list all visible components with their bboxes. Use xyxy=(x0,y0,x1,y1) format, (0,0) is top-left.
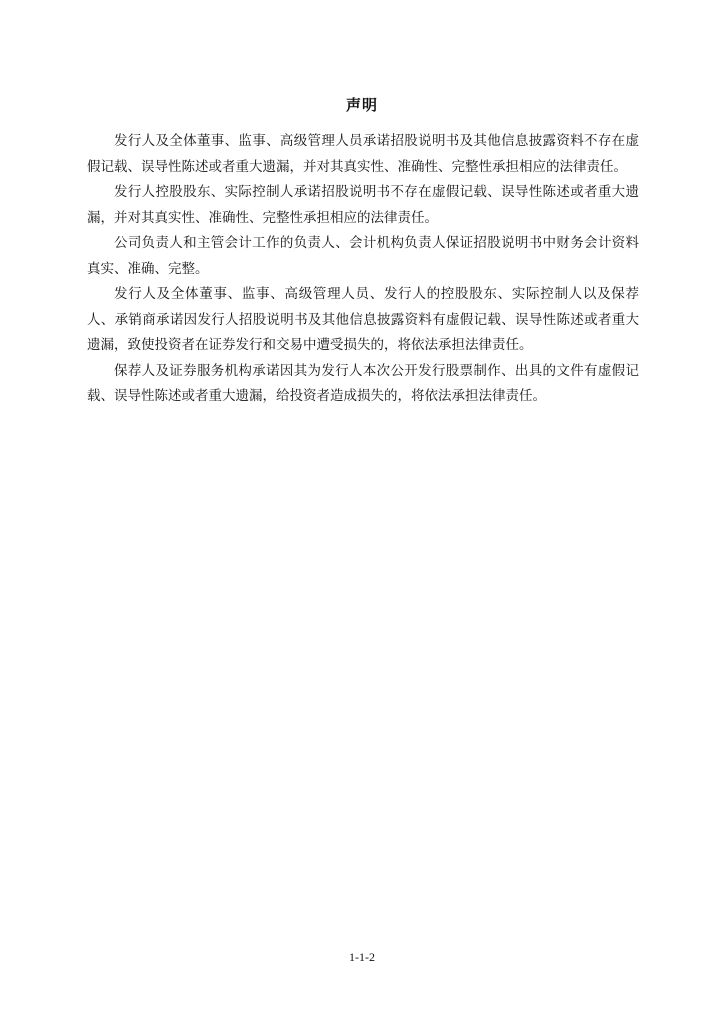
statement-body xyxy=(87,129,639,410)
page-title: 声明 xyxy=(345,96,378,114)
paragraph-directors-commitment: 发行人及全体董事、监事、高级管理人员承诺招股说明书及其他信息披露资料不存在虚假记载、误导性陈述或者重大遗漏，并对其真实性、准确性、完整性承担相应的法律责任。 xyxy=(87,133,639,175)
paragraph-liability-commitment: 发行人及全体董事、监事、高级管理人员、发行人的控股股东、实际控制人以及保荐人、承销商承诺因发行人招股说明书及其他信息披露资料有虚假记载、误导性陈述或者重大遗漏，致使投资者在证券发行和交易中遭受损失的，将依法承担法律责任。 xyxy=(87,286,639,353)
paragraph-accounting-guarantee: 公司负责人和主管会计工作的负责人、会计机构负责人保证招股说明书中财务会计资料真实、准确、完整。 xyxy=(87,235,639,277)
page-number: 1-1-2 xyxy=(349,950,375,964)
paragraph-controller-commitment: 发行人控股股东、实际控制人承诺招股说明书不存在虚假记载、误导性陈述或者重大遗漏，并对其真实性、准确性、完整性承担相应的法律责任。 xyxy=(87,184,639,226)
paragraph-sponsor-commitment: 保荐人及证券服务机构承诺因其为发行人本次公开发行股票制作、出具的文件有虚假记载、误导性陈述或者重大遗漏，给投资者造成损失的，将依法承担法律责任。 xyxy=(87,362,639,404)
